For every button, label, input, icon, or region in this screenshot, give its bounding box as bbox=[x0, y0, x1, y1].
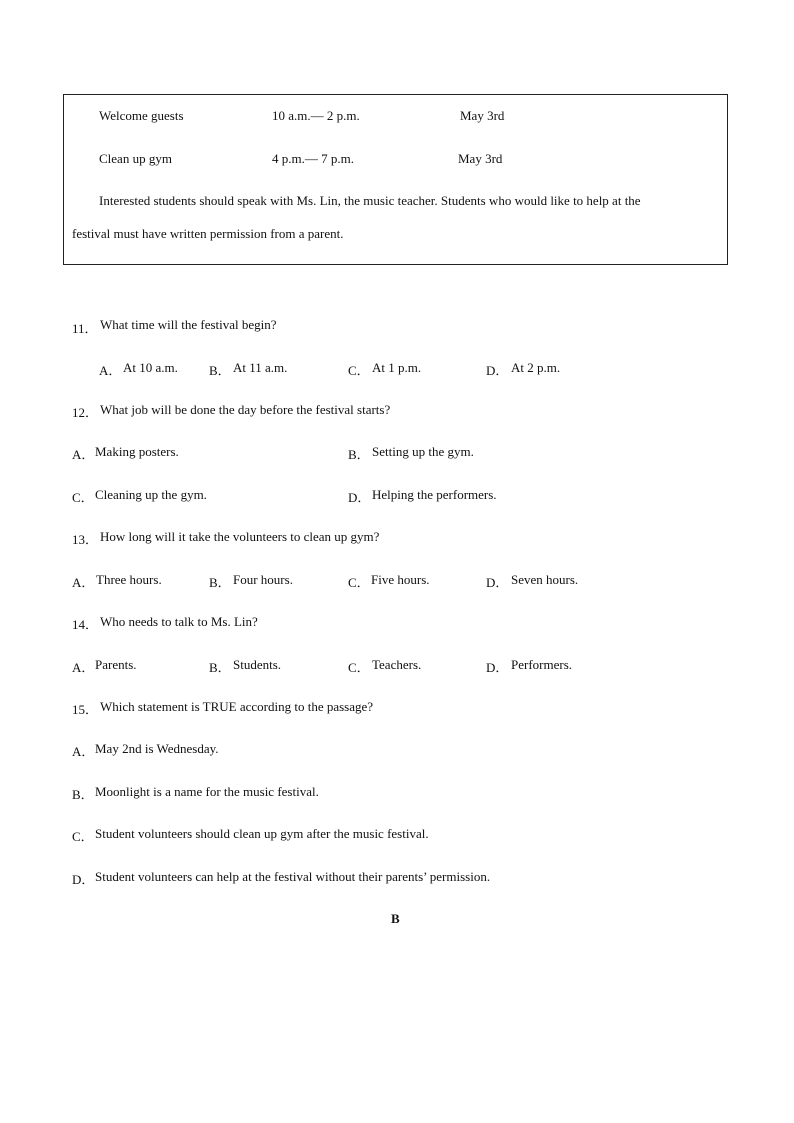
option-letter: B． bbox=[209, 575, 231, 590]
option-letter: A． bbox=[72, 744, 95, 759]
option-letter: C． bbox=[348, 575, 370, 590]
question-number: 15． bbox=[72, 702, 99, 717]
schedule-date: May 3rd bbox=[458, 151, 503, 166]
note-line: festival must have written permission from a parent. bbox=[72, 226, 344, 241]
schedule-date: May 3rd bbox=[460, 108, 505, 123]
option-letter: B． bbox=[209, 363, 231, 378]
option-text: May 2nd is Wednesday. bbox=[95, 741, 219, 756]
option-letter: C． bbox=[348, 660, 370, 675]
schedule-task: Welcome guests bbox=[99, 108, 184, 123]
option-text: Performers. bbox=[511, 657, 573, 672]
option-letter: D． bbox=[348, 490, 371, 505]
option-text: At 11 a.m. bbox=[233, 360, 288, 375]
option-letter: B． bbox=[209, 660, 231, 675]
option-text: At 1 p.m. bbox=[372, 360, 422, 375]
schedule-time: 10 a.m.— 2 p.m. bbox=[272, 108, 360, 123]
option-letter: C． bbox=[72, 829, 94, 844]
option-letter: A． bbox=[72, 660, 95, 675]
option-letter: D． bbox=[486, 660, 509, 675]
option-text: Four hours. bbox=[233, 572, 293, 587]
question-text: What time will the festival begin? bbox=[100, 317, 277, 332]
question-number: 11． bbox=[72, 321, 98, 336]
option-text: Helping the performers. bbox=[372, 487, 497, 502]
option-text: Students. bbox=[233, 657, 282, 672]
option-letter: A． bbox=[72, 447, 95, 462]
option-text: Teachers. bbox=[372, 657, 422, 672]
question-text: Which statement is TRUE according to the passage? bbox=[100, 699, 374, 714]
question-text: How long will it take the volunteers to clean up gym? bbox=[100, 529, 380, 544]
option-text: Three hours. bbox=[96, 572, 162, 587]
option-letter: A． bbox=[99, 363, 122, 378]
option-text: Student volunteers can help at the festival without their parents’ permission. bbox=[95, 869, 491, 884]
option-text: Parents. bbox=[95, 657, 137, 672]
option-letter: C． bbox=[348, 363, 370, 378]
option-text: Five hours. bbox=[371, 572, 430, 587]
question-text: What job will be done the day before the festival starts? bbox=[100, 402, 391, 417]
question-number: 13． bbox=[72, 532, 99, 547]
section-label: B bbox=[391, 911, 400, 926]
option-text: Making posters. bbox=[95, 444, 179, 459]
schedule-task: Clean up gym bbox=[99, 151, 172, 166]
option-letter: D． bbox=[486, 363, 509, 378]
option-letter: A． bbox=[72, 575, 95, 590]
schedule-time: 4 p.m.— 7 p.m. bbox=[272, 151, 354, 166]
option-text: Moonlight is a name for the music festival. bbox=[95, 784, 319, 799]
option-text: At 10 a.m. bbox=[123, 360, 178, 375]
option-letter: B． bbox=[348, 447, 370, 462]
note-line: Interested students should speak with Ms. Lin, the music teacher. Students who would like to help at the bbox=[99, 193, 641, 208]
option-text: Cleaning up the gym. bbox=[95, 487, 207, 502]
option-text: Student volunteers should clean up gym after the music festival. bbox=[95, 826, 429, 841]
question-number: 12． bbox=[72, 405, 99, 420]
option-letter: D． bbox=[486, 575, 509, 590]
option-text: At 2 p.m. bbox=[511, 360, 561, 375]
question-text: Who needs to talk to Ms. Lin? bbox=[100, 614, 258, 629]
option-letter: B． bbox=[72, 787, 94, 802]
question-number: 14． bbox=[72, 617, 99, 632]
option-letter: D． bbox=[72, 872, 95, 887]
option-text: Setting up the gym. bbox=[372, 444, 474, 459]
option-text: Seven hours. bbox=[511, 572, 579, 587]
option-letter: C． bbox=[72, 490, 94, 505]
